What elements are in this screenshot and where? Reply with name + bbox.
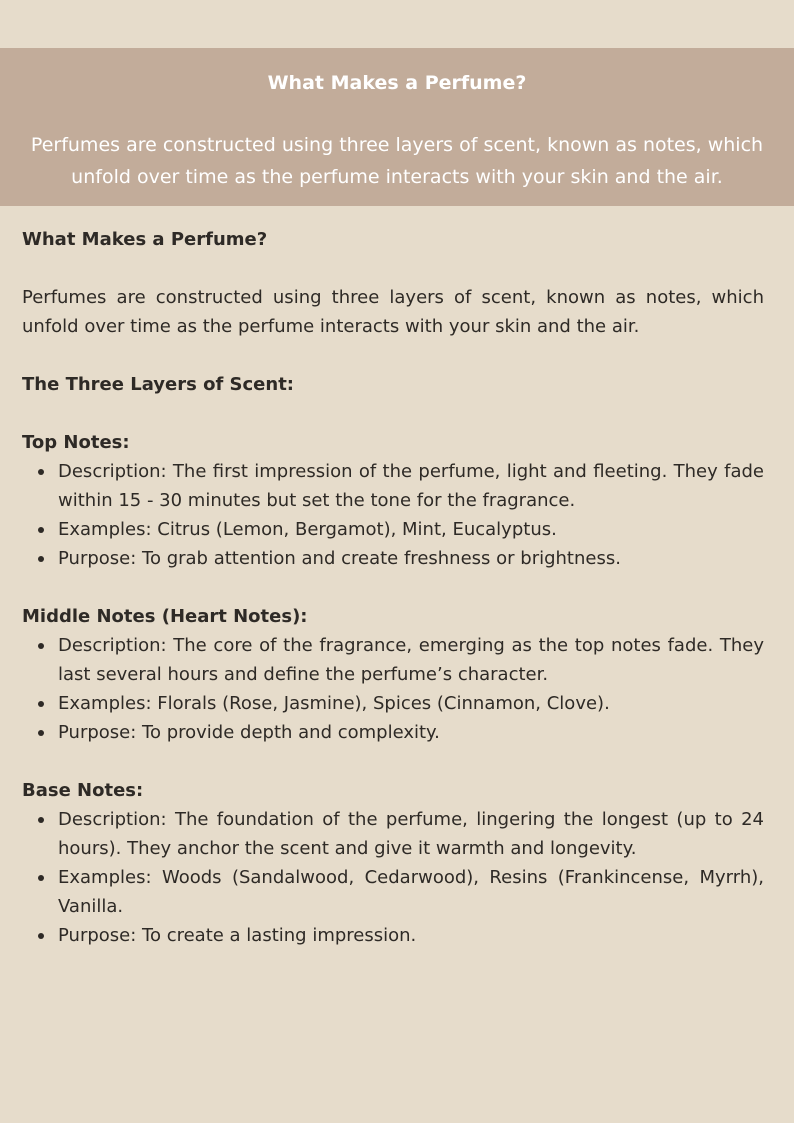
intro-paragraph: Perfumes are constructed using three layers of scent, known as notes, which unfold over time as the perfume interacts with your skin and the air. (22, 287, 764, 337)
bullet-list (22, 457, 764, 573)
list-item: Description: The core of the fragrance, emerging as the top notes fade. They last several hours and define the perfume’s character. (58, 631, 764, 689)
list-item: Examples: Woods (Sandalwood, Cedarwood), Resins (Frankincense, Myrrh), Vanilla. (58, 863, 764, 921)
list-item: Examples: Florals (Rose, Jasmine), Spices (Cinnamon, Clove). (58, 689, 764, 718)
section-heading: Base Notes: (22, 780, 144, 801)
section-base-notes (22, 776, 764, 950)
list-item: Purpose: To provide depth and complexity. (58, 718, 764, 747)
banner-text: Perfumes are constructed using three layers of scent, known as notes, which unfold over time as the perfume interacts with your skin and the air. (30, 134, 764, 188)
list-item: Examples: Citrus (Lemon, Bergamot), Mint, Eucalyptus. (58, 515, 764, 544)
section-top-notes (22, 428, 764, 573)
banner-title: What Makes a Perfume? (267, 72, 527, 94)
document-body (22, 225, 764, 950)
list-item: Description: The first impression of the perfume, light and fleeting. They fade within 15 - 30 minutes but set the tone for the fragrance. (58, 457, 764, 515)
bullet-list (22, 805, 764, 950)
list-item: Purpose: To grab attention and create freshness or brightness. (58, 544, 764, 573)
list-item: Description: The foundation of the perfume, lingering the longest (up to 24 hours). They anchor the scent and give it warmth and longevity. (58, 805, 764, 863)
section-heading: Middle Notes (Heart Notes): (22, 606, 308, 627)
header-banner (0, 48, 794, 206)
section-heading: Top Notes: (22, 432, 130, 453)
section-middle-notes (22, 602, 764, 747)
layers-heading: The Three Layers of Scent: (22, 374, 295, 395)
bullet-list (22, 631, 764, 747)
intro-heading: What Makes a Perfume? (22, 229, 268, 250)
list-item: Purpose: To create a lasting impression. (58, 921, 764, 950)
